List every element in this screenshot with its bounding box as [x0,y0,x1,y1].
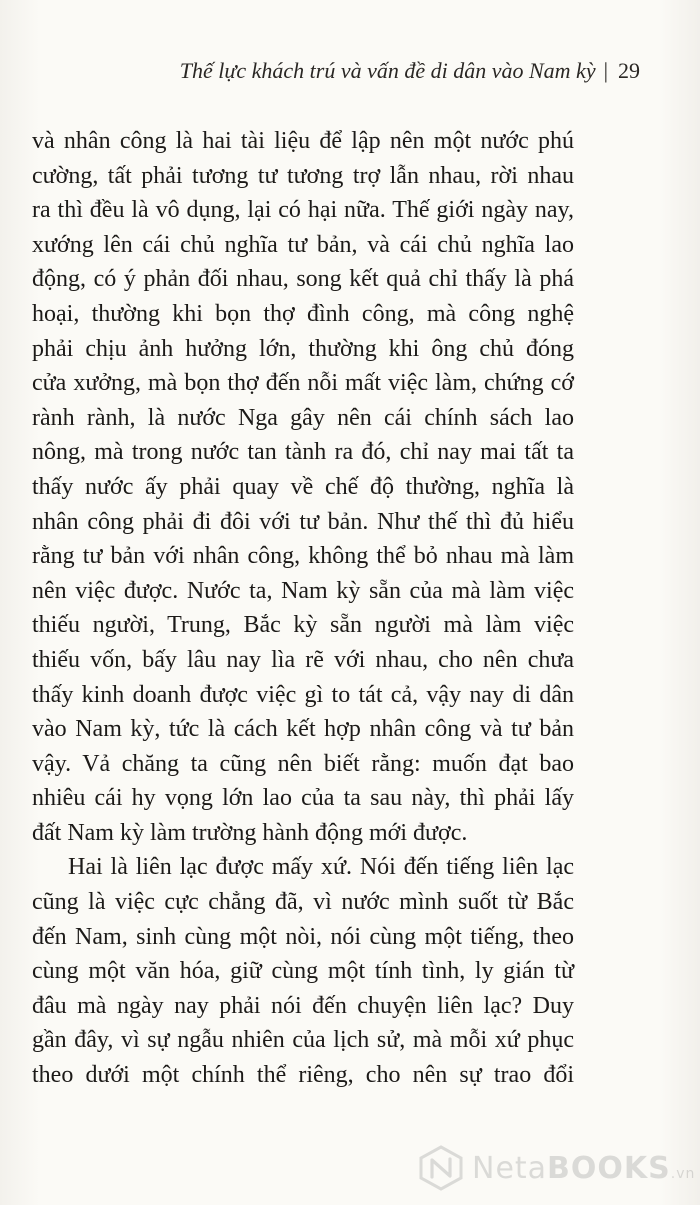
text-line: nên việc được. Nước ta, Nam kỳ sẵn của mà làm việc [32,577,574,604]
watermark-tld: .vn [670,1165,696,1182]
text-line: nông, mà trong nước tan tành ra đó, chỉ nay mai tất ta [32,439,574,466]
text-line: cũng là việc cực chẳng đã, vì nước mình suốt từ Bắc [32,889,574,916]
text-line: vào Nam kỳ, tức là cách kết hợp nhân công và tư bản [32,716,574,743]
running-title: Thế lực khách trú và vấn đề di dân vào Nam kỳ [179,58,596,83]
text-line: và nhân công là hai tài liệu để lập nên một nước phú [32,128,574,154]
body-text [32,124,574,1093]
text-line: gần đây, vì sự ngẫu nhiên của lịch sử, mà mỗi xứ phục [32,1027,574,1054]
text-line: cửa xưởng, mà bọn thợ đến nỗi mất việc làm, chứng cớ [32,370,574,397]
text-line: vậy. Vả chăng ta cũng nên biết rằng: muốn đạt bao [32,750,574,777]
watermark-text [472,1151,695,1186]
text-line: ra thì đều là vô dụng, lại có hại nữa. Thế giới ngày nay, [32,197,574,224]
netabooks-logo-icon [418,1145,464,1191]
watermark [418,1140,695,1196]
text-line: nhiêu cái hy vọng lớn lao của ta sau này, thì phải lấy [32,785,574,812]
paragraph-start-line: Hai là liên lạc được mấy xứ. Nói đến tiếng liên lạc [68,854,574,881]
text-line: động, có ý phản đối nhau, song kết quả chỉ thấy là phá [32,266,574,293]
text-line: thấy kinh doanh được việc gì to tát cả, vậy nay di dân [32,681,574,708]
text-line: hoại, thường khi bọn thợ đình công, mà công nghệ [32,300,574,327]
watermark-brand-light: Neta [472,1150,548,1186]
text-line: rằng tư bản với nhân công, không thể bỏ nhau mà làm [32,543,574,570]
header-separator: | [603,58,608,83]
text-line: phải chịu ảnh hưởng lớn, thường khi ông chủ đóng [32,335,574,362]
running-header [60,58,640,84]
page-number: 29 [618,58,640,83]
text-line: đến Nam, sinh cùng một nòi, nói cùng một tiếng, theo [32,923,574,950]
text-line: rành rành, là nước Nga gây nên cái chính sách lao [32,404,574,431]
text-line: đâu mà ngày nay phải nói đến chuyện liên lạc? Duy [32,992,574,1019]
text-line: thiếu vốn, bấy lâu nay lìa rẽ với nhau, cho nên chưa [32,646,574,673]
text-line: xướng lên cái chủ nghĩa tư bản, và cái chủ nghĩa lao [32,231,574,258]
text-line: thấy nước ấy phải quay về chế độ thường, nghĩa là [32,473,574,500]
text-line: theo dưới một chính thể riêng, cho nên sự trao đổi [32,1062,574,1089]
watermark-brand-bold: BOOKS [547,1150,671,1186]
text-line: thiếu người, Trung, Bắc kỳ sẵn người mà làm việc [32,612,574,639]
paragraph-end-line: đất Nam kỳ làm trường hành động mới được. [32,819,468,846]
text-line: cùng một văn hóa, giữ cùng một tính tình, ly gián từ [32,958,574,985]
text-line: nhân công phải đi đôi với tư bản. Như thế thì đủ hiểu [32,508,574,535]
text-line: cường, tất phải tương tư tương trợ lẫn nhau, rời nhau [32,162,574,189]
